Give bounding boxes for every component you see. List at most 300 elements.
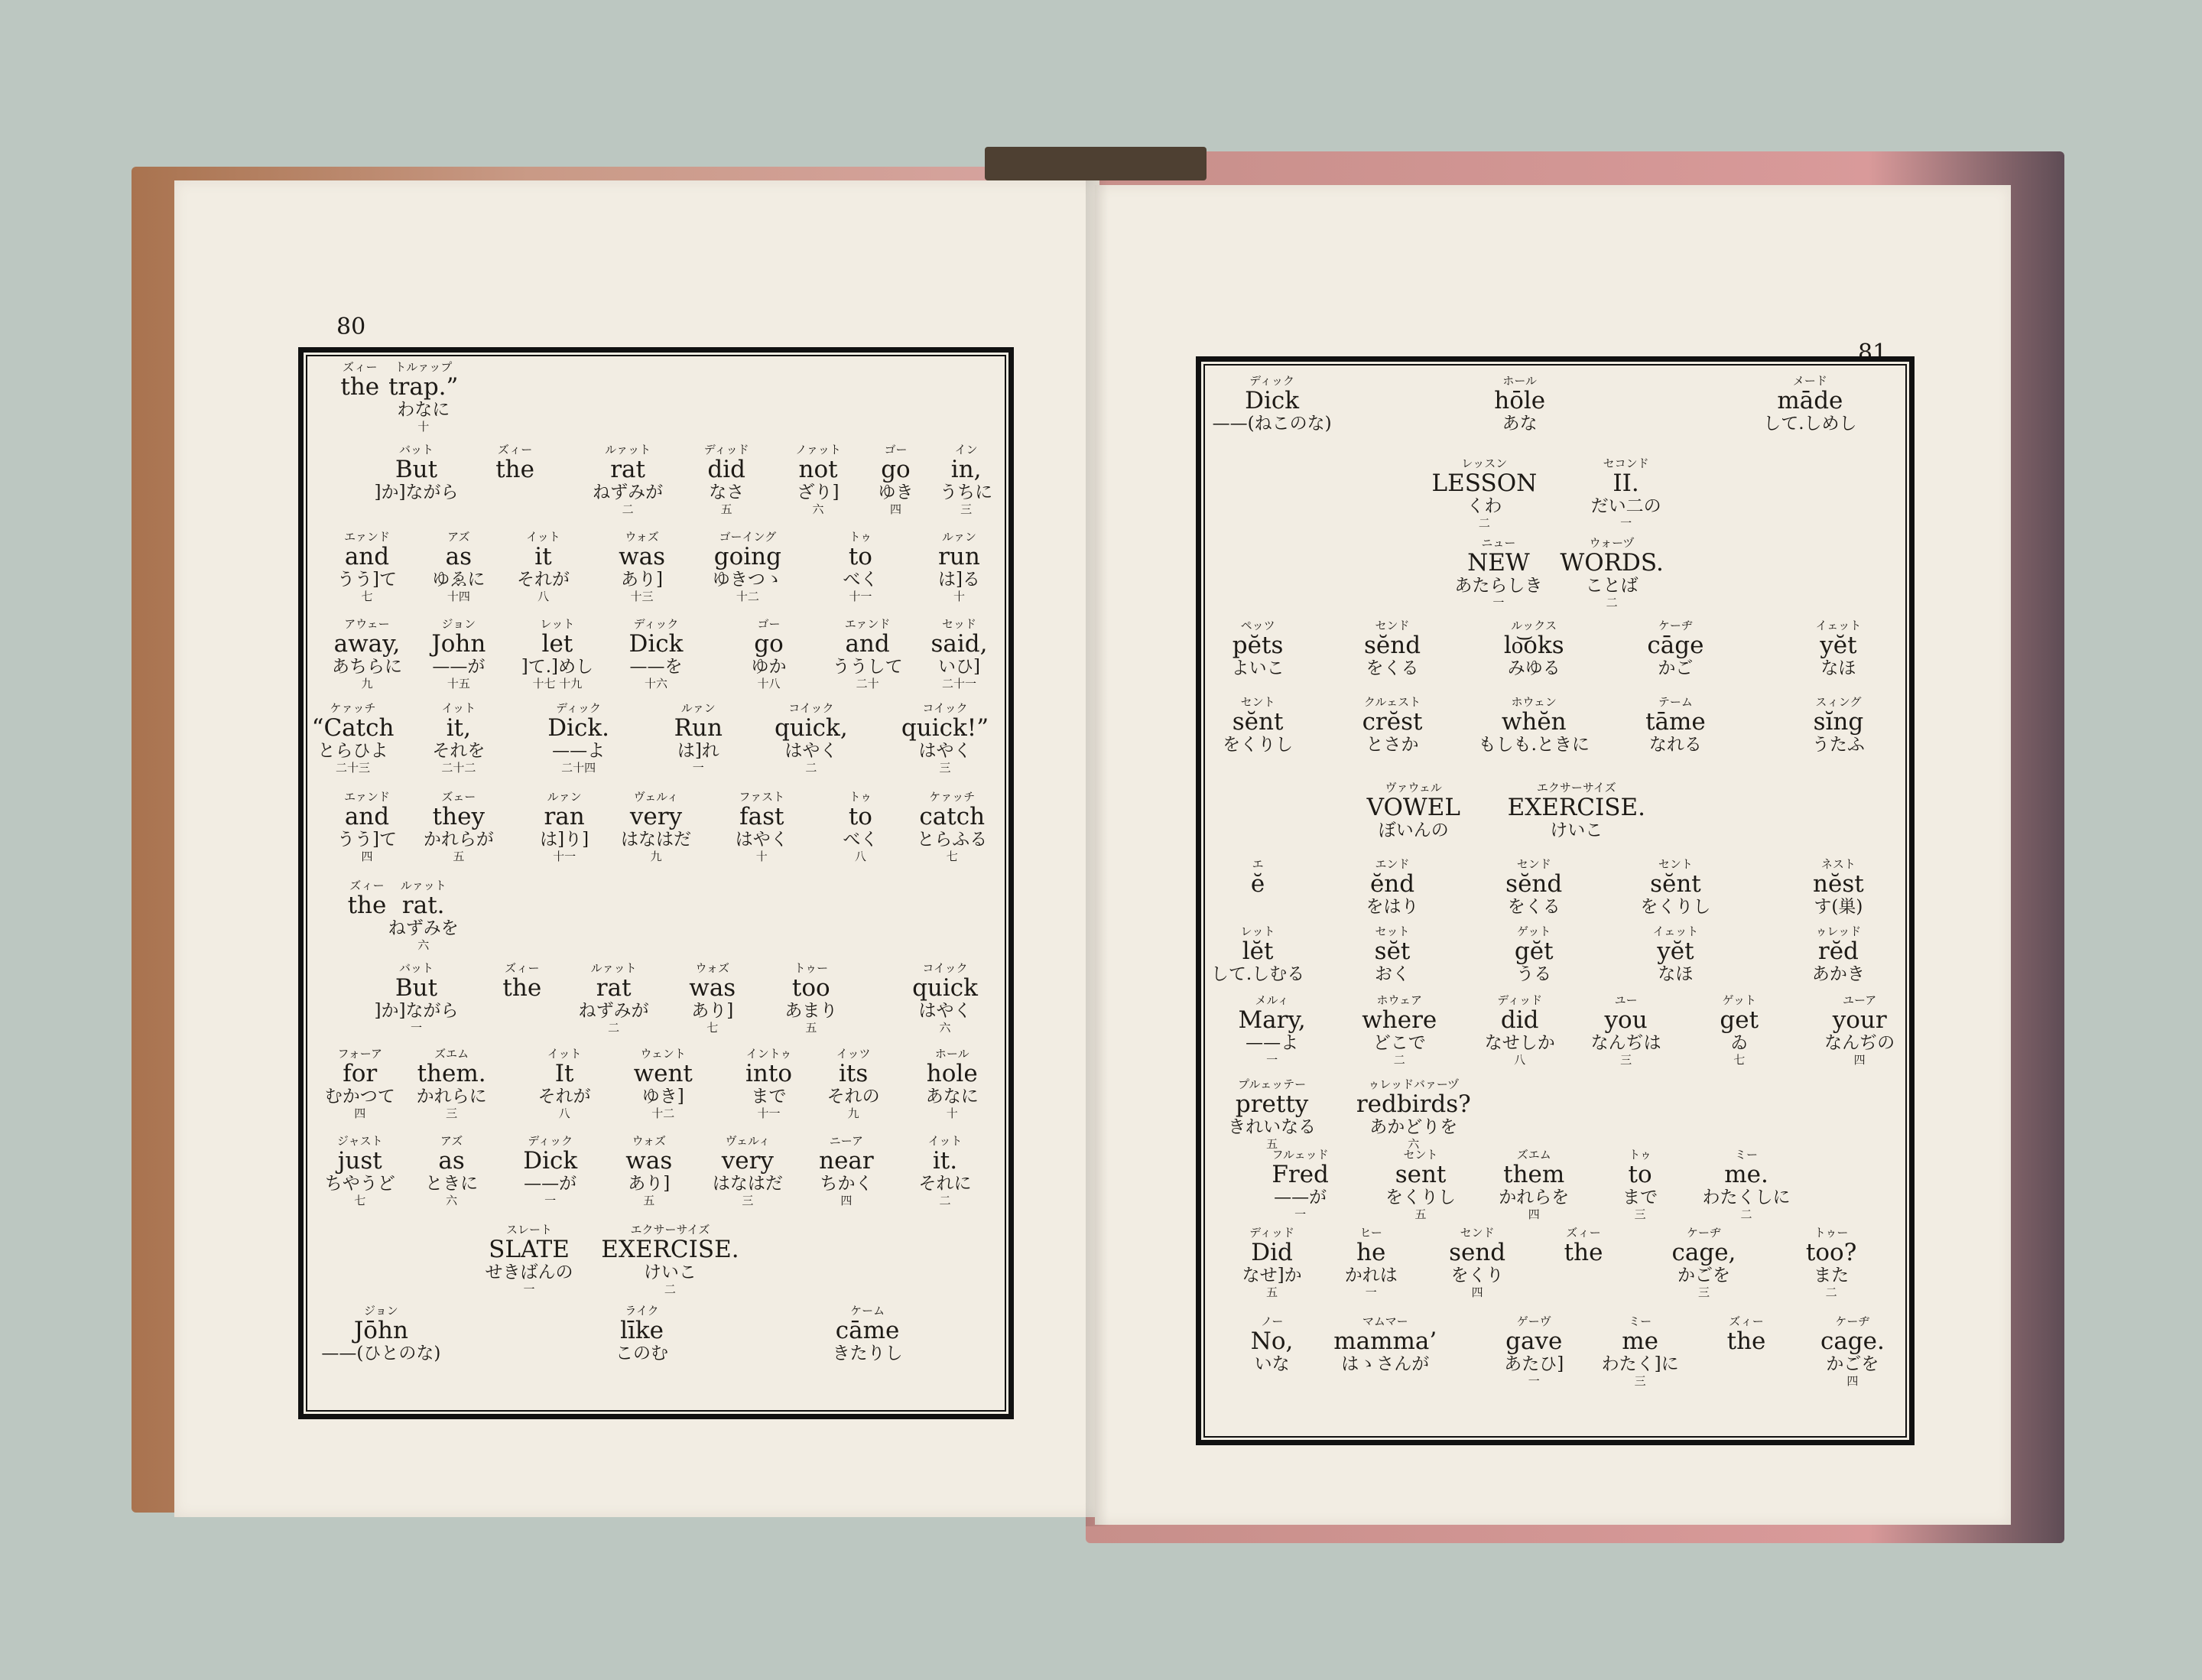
english-word: to	[848, 543, 872, 570]
english-word: and	[344, 803, 390, 830]
reading: ウェント	[640, 1047, 686, 1061]
word-gloss	[1602, 1314, 1679, 1387]
reading: トルァップ	[395, 360, 453, 374]
reading: センド	[1516, 857, 1551, 871]
reading: イット	[441, 701, 476, 715]
english-word: gave	[1505, 1327, 1563, 1355]
japanese-gloss: は]る	[937, 570, 980, 590]
order-number: 二	[1393, 1053, 1405, 1067]
order-number: 一	[1294, 1207, 1307, 1221]
word-gloss	[1763, 374, 1856, 434]
order-number: 三	[1634, 1374, 1646, 1388]
word-gloss	[337, 530, 397, 603]
order-number: 二	[622, 502, 634, 516]
japanese-gloss: はなはだ	[621, 830, 691, 850]
reading: ズエム	[1516, 1148, 1551, 1162]
word-gloss	[775, 701, 848, 774]
english-word: it	[534, 543, 552, 570]
reading: ルァン	[680, 701, 716, 715]
english-word: rat.	[401, 892, 445, 919]
japanese-gloss: あな	[1502, 414, 1538, 434]
english-word: its	[839, 1060, 869, 1087]
japanese-gloss: かごを	[1677, 1266, 1730, 1285]
word-gloss	[901, 701, 989, 774]
reading: スィング	[1815, 695, 1862, 709]
reading: ヒー	[1359, 1226, 1382, 1240]
japanese-gloss: それに	[918, 1174, 972, 1194]
order-number: 六	[1408, 1137, 1420, 1151]
order-number: 十一	[757, 1106, 781, 1120]
english-word: said,	[930, 630, 988, 658]
reading: トゥ	[849, 790, 872, 804]
order-number: 十四	[447, 590, 470, 603]
japanese-gloss: わなに	[397, 400, 450, 420]
english-word: hole	[926, 1060, 978, 1087]
reading: エ	[1252, 857, 1264, 871]
english-word: NEW	[1467, 549, 1530, 577]
english-word: Did	[1251, 1239, 1293, 1266]
reading: エァンド	[344, 790, 390, 804]
japanese-gloss: まで	[1622, 1188, 1658, 1207]
word-gloss	[1499, 1148, 1569, 1220]
order-number: 二	[664, 1282, 676, 1296]
english-word: ran	[544, 803, 585, 830]
order-number: 五	[805, 1021, 817, 1035]
reading: ディック	[556, 701, 601, 715]
order-number: 十六	[644, 677, 668, 691]
english-word: very	[629, 803, 683, 830]
word-gloss	[432, 701, 485, 774]
word-gloss	[1812, 924, 1865, 985]
word-gloss	[540, 790, 589, 863]
reading: ニーア	[829, 1134, 864, 1148]
english-word: you	[1604, 1006, 1648, 1034]
english-word: did	[707, 456, 745, 483]
japanese-gloss: かご	[1658, 658, 1694, 678]
order-number: 七	[361, 590, 373, 603]
reading: ケァッチ	[330, 701, 376, 715]
english-word: just	[337, 1147, 382, 1175]
word-gloss	[601, 1223, 739, 1295]
reading: ヴァウェル	[1385, 781, 1442, 795]
word-gloss	[1362, 695, 1423, 756]
japanese-gloss: あたらしき	[1454, 576, 1543, 596]
order-number: 四	[840, 1194, 853, 1207]
english-word: ĕnd	[1369, 870, 1415, 898]
word-gloss	[919, 1134, 972, 1207]
english-word: trap.”	[388, 373, 459, 401]
order-number: 四	[1471, 1285, 1483, 1299]
order-number: 四	[361, 850, 373, 863]
japanese-gloss: よいこ	[1231, 658, 1284, 678]
english-word: “Catch	[311, 714, 395, 742]
english-word: lĕt	[1242, 937, 1274, 965]
reading: ミー	[1735, 1148, 1759, 1162]
word-gloss	[1645, 695, 1706, 756]
reading: センド	[1375, 619, 1410, 632]
english-word: go	[754, 630, 784, 658]
word-gloss	[1622, 1148, 1658, 1220]
order-number: 十一	[553, 850, 576, 863]
word-gloss	[930, 617, 987, 690]
reading: ホール	[934, 1047, 969, 1061]
word-gloss	[388, 879, 459, 951]
english-word: ĕ	[1250, 870, 1265, 898]
order-number: 十七 十九	[532, 677, 583, 691]
english-word: nĕst	[1813, 870, 1864, 898]
word-gloss	[1251, 857, 1265, 897]
reading: イン	[954, 443, 978, 457]
japanese-gloss: なれる	[1648, 735, 1702, 755]
japanese-gloss: あまり	[784, 1001, 838, 1021]
english-word: as	[438, 1147, 465, 1175]
word-gloss	[674, 701, 723, 774]
reading: アズ	[440, 1134, 463, 1148]
japanese-gloss: ——(ひとのな)	[321, 1344, 441, 1363]
japanese-gloss: なせ]か	[1242, 1266, 1302, 1285]
word-gloss	[1505, 857, 1562, 918]
english-word: pretty	[1235, 1090, 1309, 1118]
reading: ゥレッドバァーヅ	[1368, 1077, 1460, 1091]
reading: ルァット	[605, 443, 651, 457]
japanese-gloss: は]り]	[540, 830, 589, 850]
order-number: 八	[537, 590, 549, 603]
english-word: for	[343, 1060, 378, 1087]
word-gloss	[938, 530, 980, 603]
japanese-gloss: あたひ]	[1504, 1354, 1564, 1374]
reading: セント	[1403, 1148, 1438, 1162]
reading: メルィ	[1255, 993, 1289, 1007]
order-number: 十二	[651, 1106, 675, 1120]
word-gloss	[495, 443, 534, 483]
japanese-gloss: ——が	[432, 657, 486, 677]
english-word: not	[798, 456, 838, 483]
japanese-gloss: このむ	[615, 1344, 669, 1363]
japanese-gloss: ざり]	[797, 483, 840, 502]
english-word: was	[625, 1147, 673, 1175]
english-word: redbirds?	[1356, 1090, 1471, 1118]
english-word: run	[938, 543, 980, 570]
word-gloss	[1720, 993, 1759, 1066]
order-number: 二	[939, 1194, 951, 1207]
japanese-gloss: なせしか	[1484, 1033, 1555, 1053]
word-gloss	[833, 1304, 903, 1364]
order-number: 六	[446, 1194, 458, 1207]
japanese-gloss: それが	[538, 1087, 591, 1106]
reading: ファスト	[739, 790, 785, 804]
reading: ズィー	[497, 443, 533, 457]
japanese-gloss: いな	[1254, 1354, 1290, 1374]
japanese-gloss: とらひよ	[317, 741, 388, 761]
reading: ディック	[1249, 374, 1294, 388]
word-gloss	[926, 1047, 979, 1119]
japanese-gloss: して.しむる	[1210, 964, 1305, 984]
word-gloss	[745, 1047, 792, 1119]
english-word: it,	[446, 714, 471, 742]
reading: ホール	[1502, 374, 1538, 388]
reading: バット	[399, 961, 434, 975]
reading: ウォズ	[632, 1134, 666, 1148]
english-word: and	[344, 543, 390, 570]
order-number: 六	[939, 1021, 951, 1035]
english-word: rĕd	[1817, 937, 1859, 965]
order-number: 五	[1266, 1137, 1278, 1151]
english-word: sent	[1395, 1161, 1447, 1188]
english-word: lo͝oks	[1503, 632, 1564, 659]
japanese-gloss: ちかく	[820, 1174, 873, 1194]
word-gloss	[1223, 695, 1293, 756]
order-number: 九	[650, 850, 662, 863]
word-gloss	[1367, 781, 1460, 841]
reading: ルァット	[590, 961, 637, 975]
word-gloss	[827, 1047, 880, 1119]
reading: センド	[1460, 1226, 1495, 1240]
english-word: was	[619, 543, 666, 570]
japanese-gloss: ]か]ながら	[374, 1001, 459, 1021]
japanese-gloss: どこで	[1372, 1033, 1426, 1053]
word-gloss	[1211, 924, 1304, 985]
english-word: your	[1832, 1006, 1887, 1034]
english-word: did	[1500, 1006, 1539, 1034]
japanese-gloss: をくりし	[1385, 1188, 1457, 1207]
reading: ユー	[1614, 993, 1638, 1007]
page-number-left: 80	[336, 314, 366, 340]
english-word: VOWEL	[1366, 794, 1460, 821]
japanese-gloss: ゆか	[751, 657, 787, 677]
english-word: too	[791, 974, 830, 1002]
english-word: pĕts	[1232, 632, 1284, 659]
word-gloss	[1385, 1148, 1456, 1220]
order-number: 九	[361, 677, 373, 691]
japanese-gloss: あり]	[628, 1174, 671, 1194]
word-gloss	[1508, 781, 1645, 841]
english-word: LESSON	[1431, 470, 1538, 497]
japanese-gloss: ときに	[425, 1174, 479, 1194]
english-word: quick,	[774, 714, 848, 742]
word-gloss	[1647, 619, 1703, 679]
reading: ケーム	[850, 1304, 885, 1318]
japanese-gloss: あり]	[621, 570, 664, 590]
japanese-gloss: とさか	[1366, 735, 1419, 755]
english-word: he	[1356, 1239, 1386, 1266]
word-gloss	[538, 1047, 591, 1119]
word-gloss	[1242, 1226, 1302, 1298]
word-gloss	[713, 530, 783, 603]
english-word: very	[721, 1147, 774, 1175]
order-number: 八	[854, 850, 866, 863]
japanese-gloss: くわ	[1466, 496, 1502, 516]
word-gloss	[417, 1047, 487, 1119]
order-number: 一	[411, 1021, 423, 1035]
english-word: But	[395, 456, 438, 483]
english-word: the	[1726, 1327, 1766, 1355]
japanese-gloss: なんぢは	[1590, 1033, 1661, 1053]
word-gloss	[1591, 993, 1661, 1066]
word-gloss	[736, 790, 788, 863]
reading: ケーヂ	[1835, 1314, 1870, 1328]
english-word: to	[1628, 1161, 1652, 1188]
order-number: 二十三	[336, 761, 371, 775]
japanese-gloss: わたくしに	[1702, 1188, 1791, 1207]
order-number: 三	[446, 1106, 458, 1120]
japanese-gloss: なんぢの	[1824, 1033, 1895, 1053]
reading: コイック	[788, 701, 834, 715]
english-word: Dick	[628, 630, 684, 658]
word-gloss	[325, 1134, 395, 1207]
order-number: 十一	[849, 590, 872, 603]
english-word: going	[713, 543, 781, 570]
reading: トゥー	[794, 961, 829, 975]
reading: ゲット	[1722, 993, 1756, 1007]
english-word: the	[1564, 1239, 1603, 1266]
japanese-gloss: ]か]ながら	[374, 483, 459, 502]
reading: エンド	[1375, 857, 1410, 871]
order-number: 十八	[757, 677, 781, 691]
order-number: 七	[706, 1021, 719, 1035]
order-number: 二	[1825, 1285, 1837, 1299]
reading: ズィー	[343, 360, 378, 374]
reading: ルァン	[941, 530, 976, 544]
japanese-gloss: す(巣)	[1814, 897, 1863, 917]
word-gloss	[878, 443, 913, 515]
word-gloss	[912, 961, 978, 1034]
japanese-gloss: あかき	[1811, 964, 1865, 984]
english-word: let	[541, 630, 573, 658]
japanese-gloss: ねずみを	[388, 918, 459, 938]
word-gloss	[1345, 1226, 1398, 1298]
word-gloss	[634, 1047, 693, 1119]
order-number: 十五	[447, 677, 470, 691]
japanese-gloss: かごを	[1826, 1354, 1879, 1374]
english-word: It	[554, 1060, 574, 1087]
japanese-gloss: ゆきつゝ	[712, 570, 783, 590]
reading: フルェッド	[1272, 1148, 1329, 1162]
word-gloss	[940, 443, 992, 515]
word-gloss	[1820, 1314, 1885, 1387]
reading: イット	[547, 1047, 582, 1061]
japanese-gloss: けいこ	[1550, 821, 1603, 840]
english-word: the	[495, 456, 534, 483]
order-number: 四	[1853, 1053, 1866, 1067]
japanese-gloss: をくりし	[1640, 897, 1711, 917]
japanese-gloss: ]て.]めし	[521, 657, 594, 677]
japanese-gloss: みゆる	[1507, 658, 1561, 678]
word-gloss	[1454, 536, 1542, 609]
reading: メード	[1792, 374, 1827, 388]
order-number: 二十二	[441, 761, 476, 775]
japanese-gloss: あちらに	[331, 657, 402, 677]
japanese-gloss: ぼいんの	[1378, 821, 1449, 840]
japanese-gloss: だい二の	[1590, 496, 1661, 516]
english-word: sĕt	[1374, 937, 1411, 965]
order-number: 四	[1846, 1374, 1859, 1388]
japanese-gloss: はやく	[918, 1001, 972, 1021]
word-gloss	[1494, 374, 1545, 434]
reading: ケーヂ	[1686, 1226, 1721, 1240]
order-number: 六	[812, 502, 824, 516]
word-gloss	[1813, 857, 1864, 918]
japanese-gloss: なさ	[709, 483, 745, 502]
word-gloss	[1504, 619, 1564, 679]
reading: イット	[526, 530, 560, 544]
word-gloss	[704, 443, 749, 515]
order-number: 十	[946, 1106, 958, 1120]
english-word: WORDS.	[1560, 549, 1664, 577]
reading: エクサーサイズ	[1536, 781, 1616, 795]
japanese-gloss: ——よ	[1246, 1033, 1299, 1053]
order-number: 二	[608, 1021, 620, 1035]
reading: レット	[540, 617, 575, 631]
order-number: 三	[1697, 1285, 1710, 1299]
english-word: EXERCISE.	[601, 1236, 739, 1263]
book-gutter	[1086, 180, 1109, 1526]
word-gloss	[833, 617, 903, 690]
order-number: 十二	[736, 590, 759, 603]
word-gloss	[432, 530, 485, 603]
word-gloss	[1485, 993, 1555, 1066]
order-number: 二	[1478, 516, 1490, 530]
english-word: the	[347, 892, 387, 919]
order-number: 二十一	[941, 677, 976, 691]
japanese-gloss: わたく]に	[1601, 1354, 1679, 1374]
japanese-gloss: きたりし	[832, 1344, 903, 1363]
japanese-gloss: もしも.ときに	[1478, 735, 1590, 755]
order-number: 一	[1492, 596, 1505, 609]
reading: スレート	[506, 1223, 553, 1236]
order-number: 十	[417, 420, 430, 434]
order-number: 四	[1528, 1207, 1540, 1221]
word-gloss	[917, 790, 987, 863]
english-word: them	[1503, 1161, 1565, 1188]
english-word: SLATE	[489, 1236, 570, 1263]
japanese-gloss: それを	[432, 741, 486, 761]
word-gloss	[1375, 924, 1411, 985]
word-gloss	[1672, 1226, 1736, 1298]
reading: トゥー	[1814, 1226, 1849, 1240]
word-gloss	[1228, 1077, 1316, 1150]
english-word: whĕn	[1501, 708, 1567, 736]
reading: トゥ	[849, 530, 872, 544]
order-number: 十	[953, 590, 965, 603]
english-word: catch	[919, 803, 986, 830]
japanese-gloss: ——よ	[552, 741, 606, 761]
english-word: yĕt	[1820, 632, 1857, 659]
reading: マムマー	[1362, 1314, 1408, 1328]
reading: ゲーヴ	[1516, 1314, 1551, 1328]
english-word: in,	[950, 456, 982, 483]
english-word: the	[340, 373, 380, 401]
japanese-gloss: はゝさんが	[1341, 1354, 1430, 1374]
word-gloss	[1560, 536, 1663, 609]
word-gloss	[1213, 374, 1332, 434]
word-gloss	[1640, 857, 1710, 918]
english-word: līke	[620, 1317, 664, 1344]
japanese-gloss: きれいなる	[1228, 1117, 1317, 1137]
word-gloss	[843, 790, 878, 863]
reading: ノー	[1260, 1314, 1284, 1328]
english-word: Dick.	[547, 714, 609, 742]
english-word: went	[633, 1060, 693, 1087]
order-number: 五	[720, 502, 732, 516]
japanese-gloss: をはり	[1366, 897, 1419, 917]
reading: エァンド	[344, 530, 390, 544]
japanese-gloss: ゐ	[1730, 1033, 1749, 1053]
english-word: cage,	[1671, 1239, 1736, 1266]
bookmark-ribbon	[985, 147, 1207, 180]
text-frame-left	[298, 347, 1014, 1419]
reading: アズ	[447, 530, 470, 544]
english-word: mamma’	[1333, 1327, 1437, 1355]
